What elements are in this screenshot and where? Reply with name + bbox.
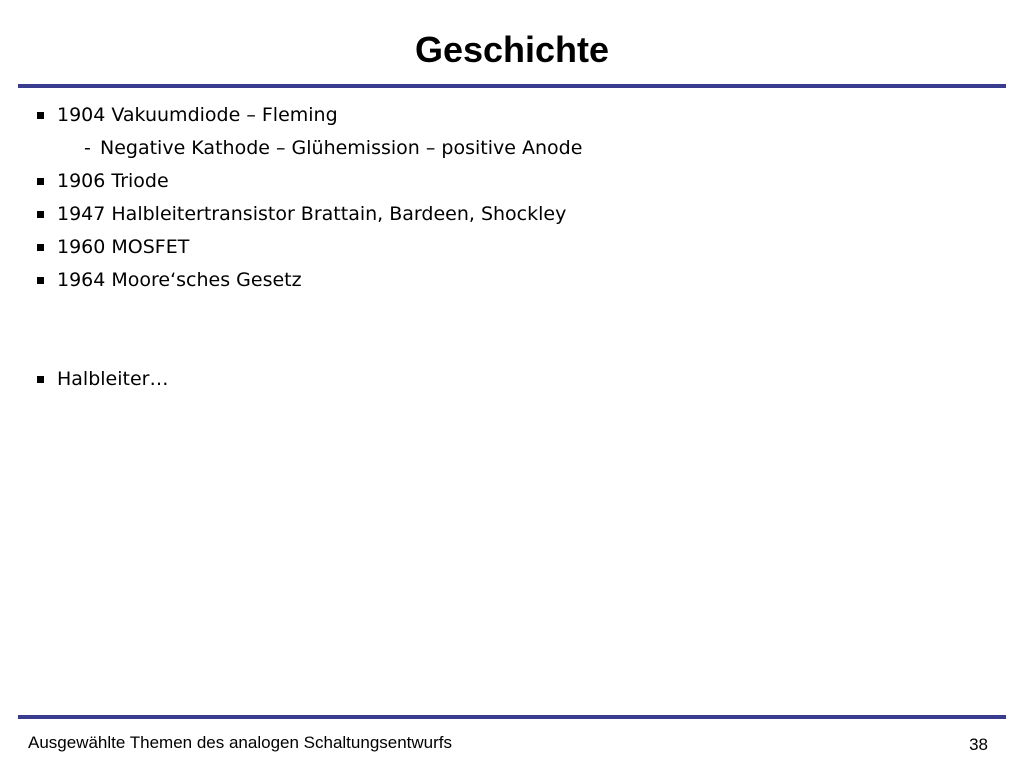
sub-list-item: [37, 132, 997, 165]
dash-marker: -: [84, 137, 91, 159]
list-item: [37, 231, 997, 264]
list-item: [37, 99, 997, 132]
square-bullet-icon: [37, 178, 44, 185]
bullet-list: [37, 99, 997, 396]
page-number: 38: [969, 735, 988, 754]
list-item-text: 1960 MOSFET: [57, 236, 190, 258]
list-item: [37, 165, 997, 198]
list-item: [37, 264, 997, 297]
list-item-text: 1964 Moore‘sches Gesetz: [57, 269, 302, 291]
list-item: [37, 363, 997, 396]
list-item-text: 1906 Triode: [57, 170, 169, 192]
list-item-text: 1904 Vakuumdiode – Fleming: [57, 104, 338, 126]
square-bullet-icon: [37, 376, 44, 383]
square-bullet-icon: [37, 244, 44, 251]
footer-divider: [18, 715, 1006, 719]
slide-title: Geschichte: [414, 29, 610, 70]
square-bullet-icon: [37, 211, 44, 218]
footer-course-title: Ausgewählte Themen des analogen Schaltungsentwurfs: [28, 733, 453, 752]
list-item-text: 1947 Halbleitertransistor Brattain, Bardeen, Shockley: [57, 203, 567, 225]
list-spacer: [37, 297, 997, 363]
title-divider: [18, 84, 1006, 88]
square-bullet-icon: [37, 277, 44, 284]
sub-list-item-text: Negative Kathode – Glühemission – positive Anode: [100, 137, 583, 159]
list-item-text: Halbleiter…: [57, 368, 169, 390]
square-bullet-icon: [37, 112, 44, 119]
list-item: [37, 198, 997, 231]
